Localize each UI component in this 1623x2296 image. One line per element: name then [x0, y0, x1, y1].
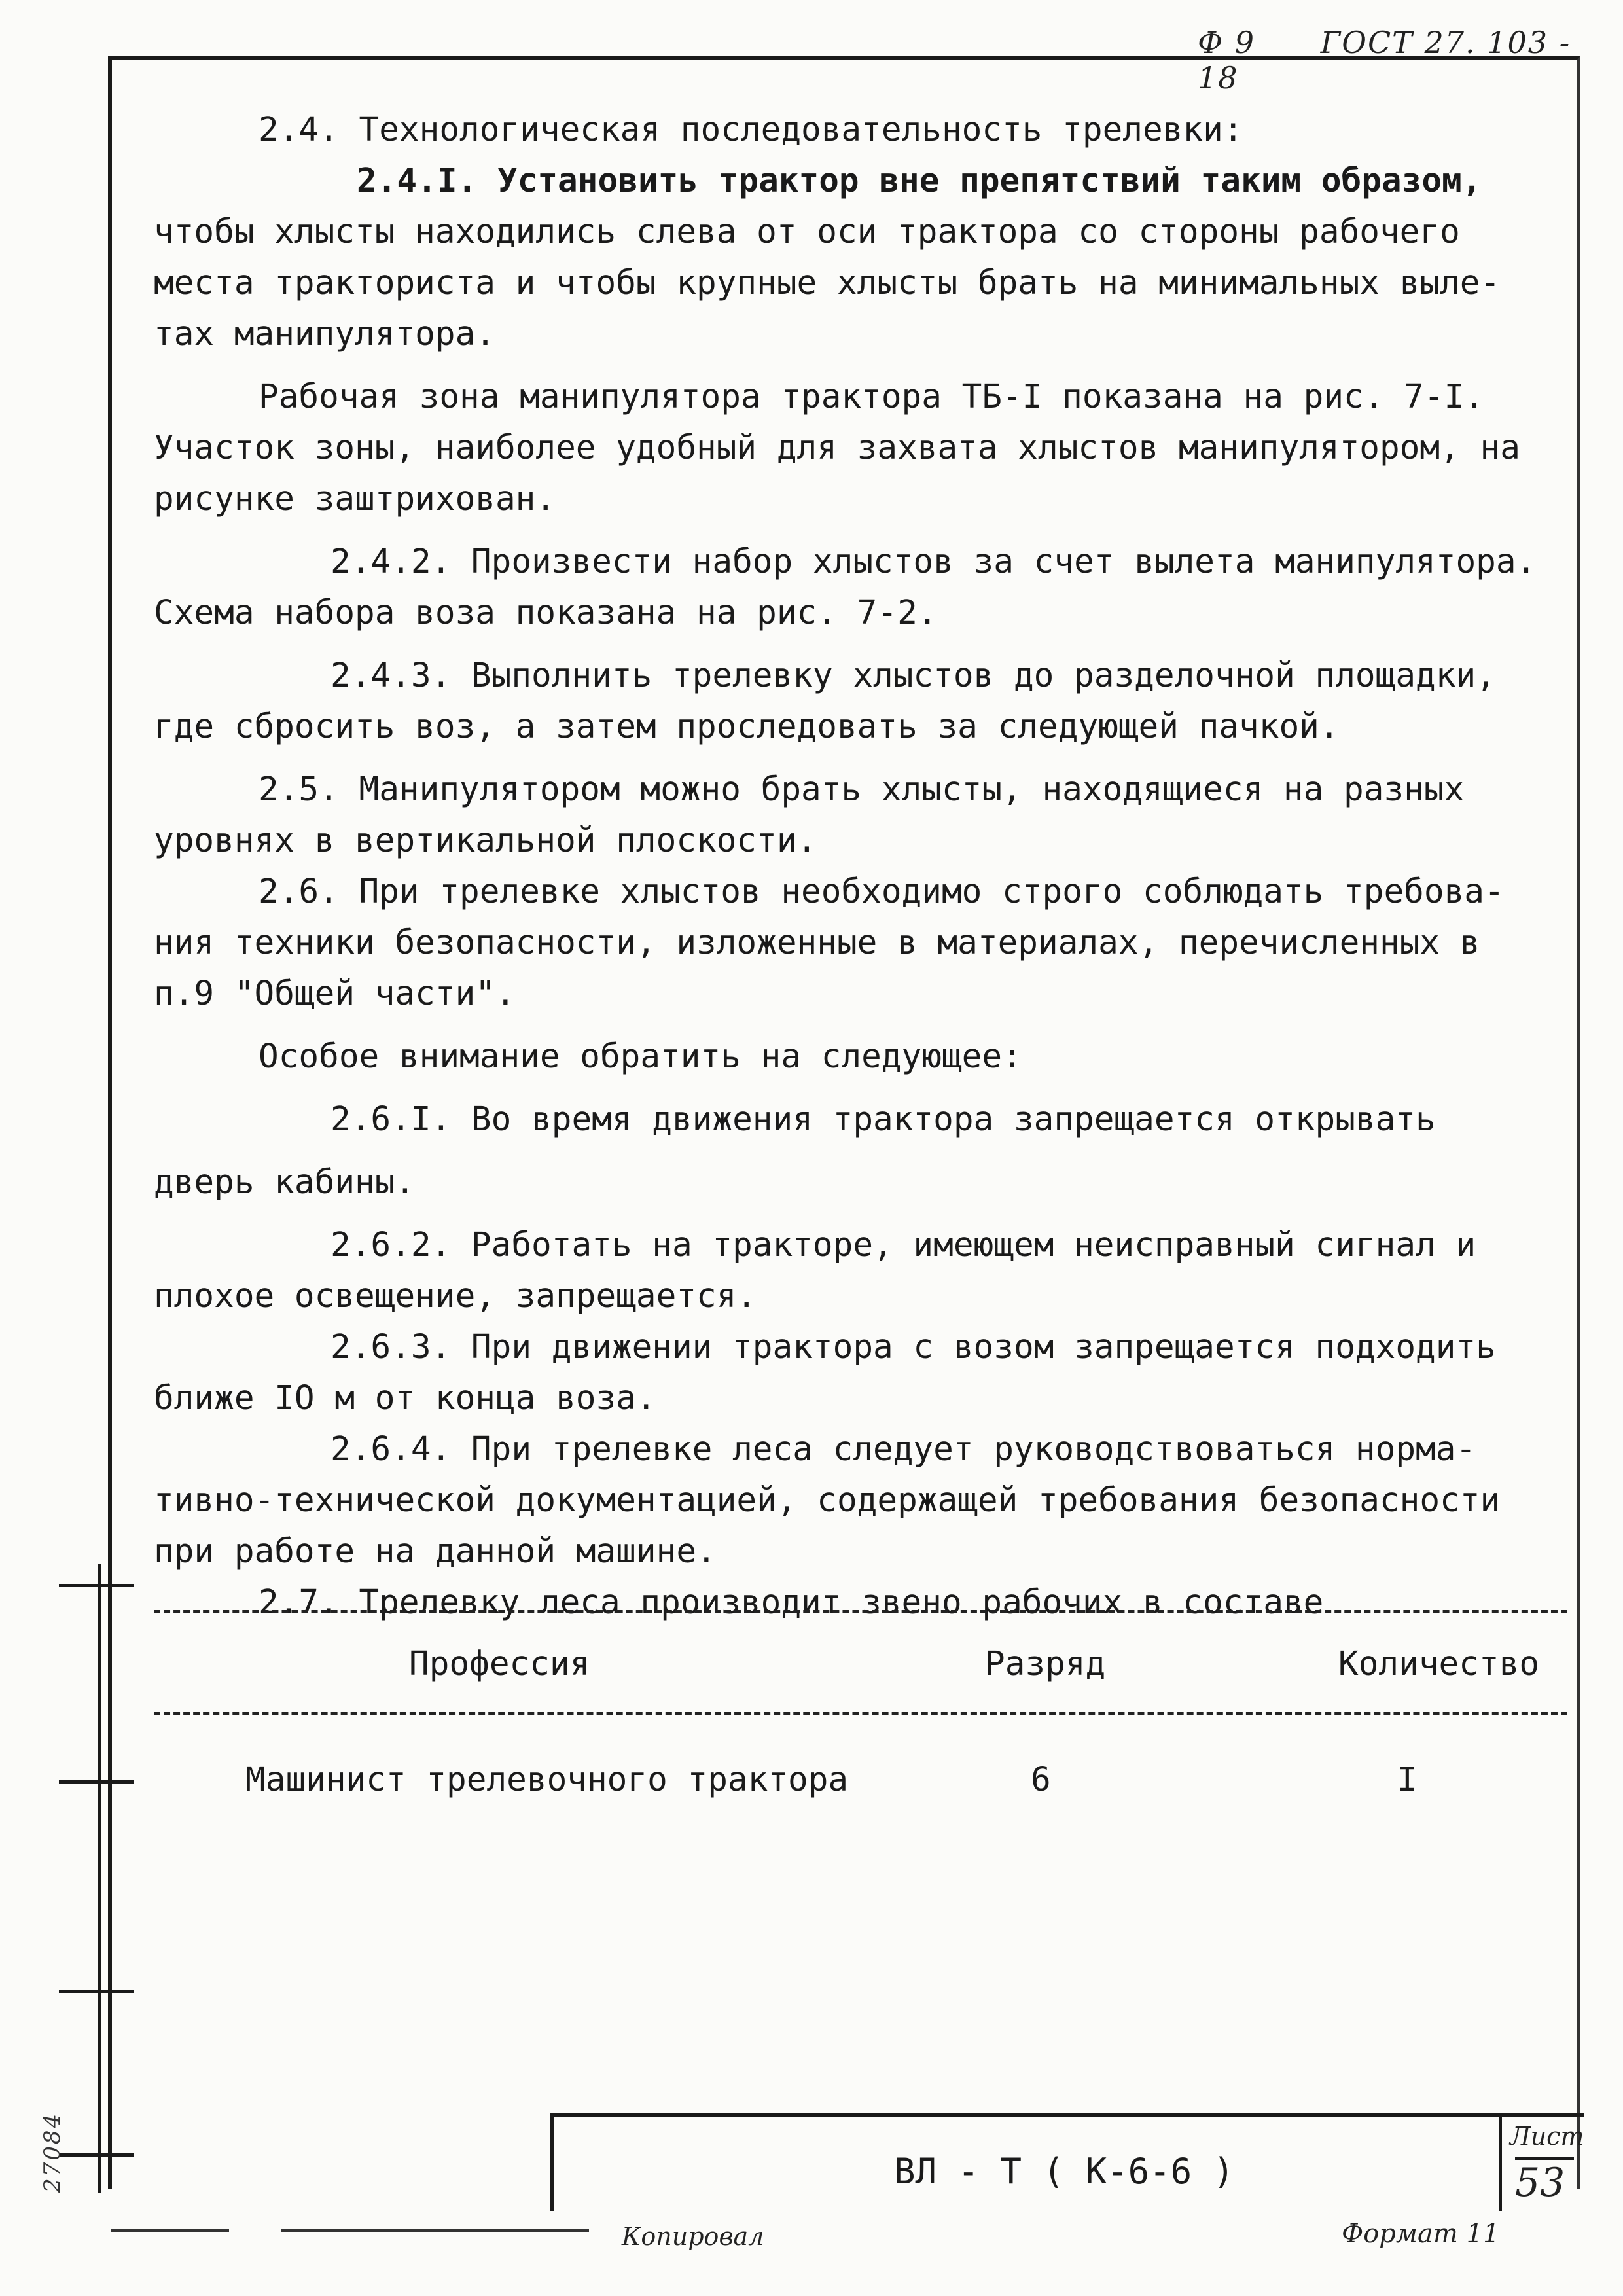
- cell-grade: 6: [1031, 1761, 1051, 1799]
- text-line: при работе на данной машине.: [154, 1532, 717, 1571]
- footer-rule-left: [111, 2229, 229, 2232]
- text-line: 2.6.3. При движении трактора с возом запрещается подходить: [330, 1328, 1496, 1367]
- format-label: Формат 11: [1342, 2219, 1500, 2249]
- text-line: тах манипулятора.: [154, 315, 495, 353]
- text-line: 2.4.I. Установить трактор вне препятствий таким образом,: [357, 162, 1482, 200]
- margin-tick: [59, 1584, 134, 1587]
- document-code: ВЛ - Т ( К-6-6 ): [894, 2151, 1235, 2192]
- line-gap: [154, 1020, 1567, 1031]
- line-gap: [154, 525, 1567, 537]
- table-row: [154, 1715, 1567, 1813]
- text-line: 2.4. Технологическая последовательность трелевки:: [259, 111, 1243, 149]
- text-line: плохое освещение, запрещается.: [154, 1277, 757, 1316]
- cell-profession: Машинист трелевочного трактора: [245, 1761, 849, 1799]
- text-line: п.9 "Общей части".: [154, 975, 516, 1013]
- text-line: 2.6.2. Работать на тракторе, имеющем неисправный сигнал и: [330, 1226, 1476, 1265]
- text-line: рисунке заштрихован.: [154, 480, 556, 518]
- title-block: [550, 2113, 1584, 2211]
- text-line: Рабочая зона манипулятора трактора ТБ-I показана на рис. 7-I.: [259, 378, 1484, 416]
- text-line: ния техники безопасности, изложенные в материалах, перечисленных в: [154, 924, 1480, 962]
- text-line: 2.5. Манипулятором можно брать хлысты, находящиеся на разных: [259, 770, 1465, 809]
- text-line: 2.7. Трелевку леса производит звено рабочих в составе: [259, 1583, 1324, 1622]
- text-line: чтобы хлысты находились слева от оси трактора со стороны рабочего: [154, 213, 1460, 251]
- line-gap: [154, 639, 1567, 651]
- text-line: ближе IO м от конца воза.: [154, 1379, 656, 1418]
- margin-line: [98, 1564, 101, 2193]
- line-gap: [154, 753, 1567, 764]
- text-line: Схема набора воза показана на рис. 7-2.: [154, 594, 938, 632]
- text-line: Особое внимание обратить на следующее:: [259, 1037, 1022, 1076]
- staff-table: [154, 1610, 1567, 1813]
- text-line: 2.6.I. Во время движения трактора запрещается открывать: [330, 1100, 1436, 1139]
- line-gap: [154, 1083, 1567, 1094]
- margin-tick: [59, 1780, 134, 1784]
- stamp-right: ГОСТ 27. 103 - 18: [1198, 25, 1571, 96]
- text-line: 2.4.3. Выполнить трелевку хлыстов до разделочной площадки,: [330, 656, 1496, 695]
- text-line: Участок зоны, наиболее удобный для захвата хлыстов манипулятором, на: [154, 429, 1520, 467]
- table-header: [154, 1613, 1567, 1712]
- stamp-left: Ф 9: [1198, 25, 1256, 60]
- copied-label: Копировал: [622, 2222, 764, 2251]
- text-line: тивно-технической документацией, содержащей требования безопасности: [154, 1481, 1501, 1520]
- text-line: места тракториста и чтобы крупные хлысты брать на минимальных выле-: [154, 264, 1501, 302]
- left-margin-stamp: [26, 1564, 105, 2219]
- line-gap: [154, 360, 1567, 372]
- header-profession: Профессия: [409, 1645, 590, 1683]
- text-line: 2.4.2. Произвести набор хлыстов за счет вылета манипулятора.: [330, 543, 1537, 581]
- inventory-number: 27084: [39, 2111, 65, 2193]
- line-gap: [154, 1208, 1567, 1220]
- sheet-number: 53: [1515, 2157, 1574, 2206]
- text-line: 2.6.4. При трелевке леса следует руководствоваться норма-: [330, 1430, 1476, 1469]
- sheet-box: [1499, 2117, 1584, 2211]
- text-line: уровнях в вертикальной плоскости.: [154, 821, 817, 860]
- footer-rule-mid: [281, 2229, 589, 2232]
- margin-tick: [59, 1990, 134, 1993]
- text-line: 2.6. При трелевке хлыстов необходимо строго соблюдать требова-: [259, 872, 1505, 911]
- header-quantity: Количество: [1338, 1645, 1540, 1683]
- margin-tick: [59, 2153, 134, 2157]
- text-line: где сбросить воз, а затем проследовать за следующей пачкой.: [154, 708, 1340, 746]
- text-line: дверь кабины.: [154, 1163, 416, 1202]
- header-grade: Разряд: [985, 1645, 1106, 1683]
- line-gap: [154, 1145, 1567, 1157]
- document-body: [154, 105, 1567, 1628]
- sheet-label: Лист: [1510, 2122, 1584, 2151]
- cell-quantity: I: [1397, 1761, 1418, 1799]
